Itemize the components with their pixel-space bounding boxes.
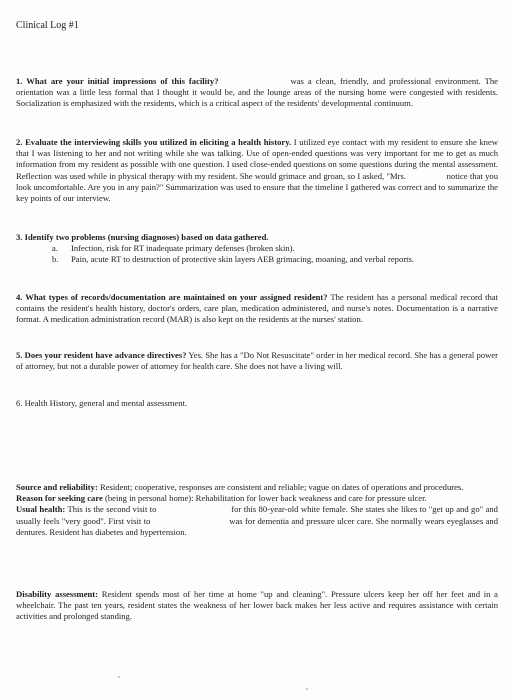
question-5-text: 5. Does your resident have advance directives? [16,350,187,360]
diagnosis-item [52,254,492,265]
source-label: Source and reliability: [16,482,98,492]
disability-label: Disability assessment: [16,589,99,599]
question-1-answer: professional environment. The orientation was a little less formal that I thought it would be, and the lounge areas of the nursing home were congested with residents. Socialization is emphasized with the residents, which is a critical aspect of the residents' developmental continuum. [16,76,498,109]
reason-label: Reason for seeking care [16,493,103,504]
question-1-block [16,76,498,110]
disability-block [16,589,498,623]
usual-health-text-b: for this 80-year-old white female. She states she likes to "get up and go" and usually feels "very good". First visit to [16,504,498,526]
diagnosis-list [52,243,492,265]
usual-health-text-c: was for dementia and pressure ulcer care. She normally wears eyeglasses and dentures. Resident has diabetes and hypertension. [16,515,498,537]
source-text: Resident; cooperative, responses are consistent and reliable; vague on dates of operations and procedures. [99,482,464,492]
page-title: Clinical Log #1 [16,20,79,31]
question-2-answer-b: notice that you look uncomfortable. Are you in any pain?" Summarization was used to ensure that the timeline I gathered was correct and to summarize the key points of our interview. [16,170,498,204]
question-3-text: 3. Identify two problems (nursing diagnoses) based on data gathered. [16,232,269,242]
question-4-block [16,292,498,326]
diagnosis-text: Pain, acute RT to destruction of protective skin layers AEB grimacing, moaning, and verbal reports. [71,254,414,265]
question-4-answer: The resident has a personal medical record that contains the resident's health history, doctor's orders, care plan, medication administered, and nurse's notes. Documentation is a narrative format. A medication administration record (MAR) is also kept on the residents at the nurses' station. [16,292,498,325]
health-history-block [16,482,498,538]
question-1-text: 1. What are your initial impressions of this facility? [16,76,219,86]
question-5-block [16,350,498,372]
usual-health-label: Usual health: [16,504,66,515]
reason-text: (being in personal home): Rehabilitation for lower back weakness and care for pressure ulcer. [104,493,427,504]
question-2-block [16,137,498,204]
question-2-text: 2. Evaluate the interviewing skills you utilized in eliciting a health history. [16,137,292,147]
diagnosis-item [52,243,492,254]
diagnosis-letter: b. [52,254,59,265]
usual-health-text-a: This is the second visit to [67,504,157,515]
scan-speck [306,688,308,690]
disability-text: Resident spends most of her time at home "up and cleaning". Pressure ulcers keep her off her feet and in a wheelchair. The past ten years, resident states the weakness of her lower back makes her less active and requires assistance with certain activities and prolonged standing. [16,589,498,622]
question-5-answer: Yes. She has a "Do Not Resuscitate" order in her medical record. She has a general power of attorney, but not a durable power of attorney for health care. She does not have a living will. [16,350,498,372]
question-1-answer-start: was a clean, friendly, and [290,76,386,86]
question-4-text: 4. What types of records/documentation are maintained on your assigned resident? [16,292,328,302]
question-6-text: 6. Health History, general and mental assessment. [16,398,188,408]
scan-speck [118,676,120,678]
diagnosis-text: Infection, risk for RT inadequate primary defenses (broken skin). [71,243,295,253]
question-6-block [16,398,498,409]
question-3-block [16,232,498,243]
question-2-answer-a: I utilized eye contact with my resident to ensure she knew that I was listening to her and not writing while she was talking. Use of open-ended questions was very important for me to get as much information from my resident as possible with one question. I used close-ended questions on some questions during the mental assessment. Reflection was used while in physical therapy with my resident. She would grimace and groan, so I asked, "Mrs. [16,137,498,181]
diagnosis-letter: a. [52,243,58,253]
